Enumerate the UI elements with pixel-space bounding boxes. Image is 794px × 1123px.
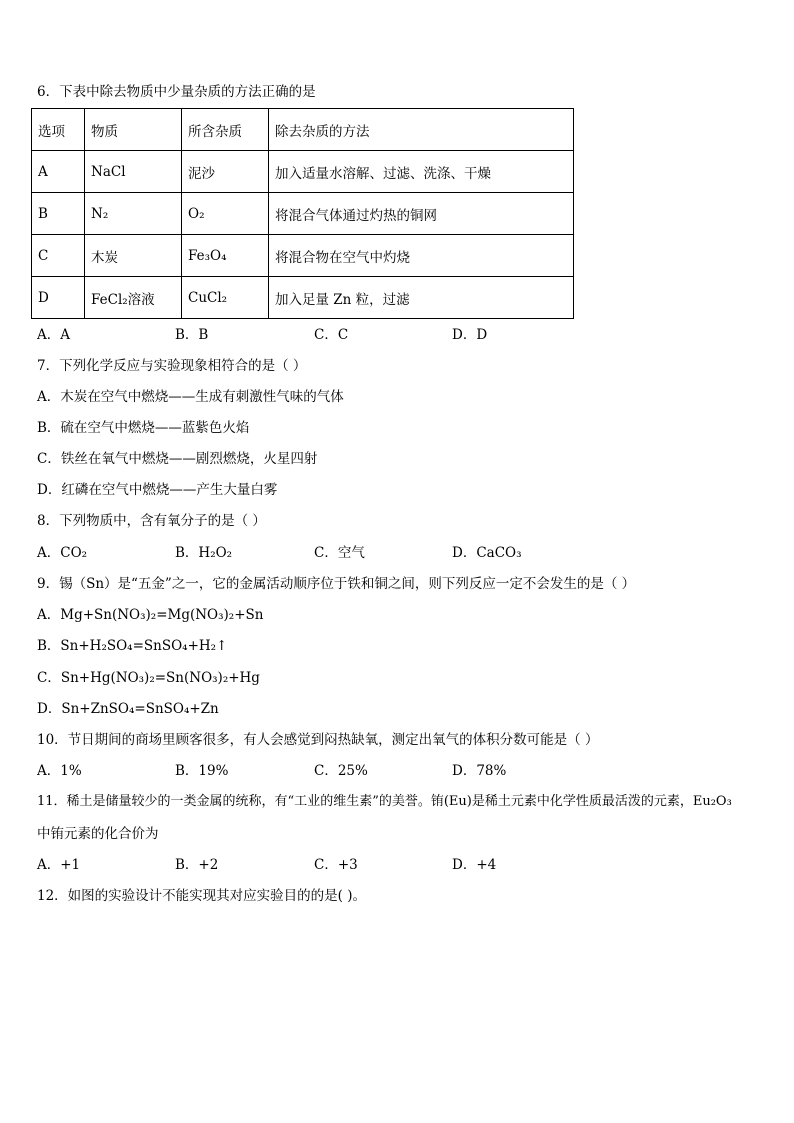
option-c[interactable]: C．25% <box>314 763 368 779</box>
option-d[interactable]: D．CaCO₃ <box>452 545 522 561</box>
q6-table <box>31 108 574 319</box>
q8-stem: 8．下列物质中，含有氧分子的是（ ） <box>37 513 266 529</box>
table-row <box>32 151 574 193</box>
q7-option-b[interactable]: B．硫在空气中燃烧——蓝紫色火焰 <box>37 420 250 436</box>
q9-option-d[interactable]: D．Sn+ZnSO₄=SnSO₄+Zn <box>37 701 219 717</box>
table-cell: N₂ <box>85 193 182 235</box>
option-b[interactable]: B．19% <box>175 763 229 779</box>
table-cell: C <box>32 235 85 277</box>
q11-stem-line1: 11．稀土是储量较少的一类金属的统称，有“工业的维生素”的美誉。铕(Eu)是稀土元素中化学性质最活泼的元素，Eu₂O₃ <box>37 794 732 809</box>
q7-stem: 7．下列化学反应与实验现象相符合的是（ ） <box>37 358 307 374</box>
table-cell: CuCl₂ <box>182 277 269 319</box>
option-b[interactable]: B．+2 <box>175 857 219 873</box>
table-cell: O₂ <box>182 193 269 235</box>
table-cell: B <box>32 193 85 235</box>
table-header-cell: 物质 <box>85 109 182 151</box>
table-cell: NaCl <box>85 151 182 193</box>
q12-stem: 12．如图的实验设计不能实现其对应实验目的的是( )。 <box>37 888 367 904</box>
table-cell: 将混合气体通过灼热的铜网 <box>269 193 574 235</box>
table-header-cell: 选项 <box>32 109 85 151</box>
table-cell: 加入足量 Zn 粒，过滤 <box>269 277 574 319</box>
q10-stem: 10．节日期间的商场里顾客很多，有人会感觉到闷热缺氧，测定出氧气的体积分数可能是（ ） <box>37 732 599 748</box>
q7-option-c[interactable]: C．铁丝在氧气中燃烧——剧烈燃烧，火星四射 <box>37 451 318 467</box>
option-b[interactable]: B．H₂O₂ <box>175 545 233 561</box>
q6-stem: 6．下表中除去物质中少量杂质的方法正确的是 <box>37 84 316 100</box>
table-cell: FeCl₂溶液 <box>85 277 182 319</box>
table-cell: 木炭 <box>85 235 182 277</box>
table-cell: 加入适量水溶解、过滤、洗涤、干燥 <box>269 151 574 193</box>
q9-option-a[interactable]: A．Mg+Sn(NO₃)₂=Mg(NO₃)₂+Sn <box>37 607 264 623</box>
table-cell: 将混合物在空气中灼烧 <box>269 235 574 277</box>
option-a[interactable]: A．1% <box>37 763 82 779</box>
option-c[interactable]: C．空气 <box>314 545 365 561</box>
table-cell: A <box>32 151 85 193</box>
option-a[interactable]: A．A <box>37 327 70 343</box>
option-b[interactable]: B．B <box>175 327 209 343</box>
q9-option-c[interactable]: C．Sn+Hg(NO₃)₂=Sn(NO₃)₂+Hg <box>37 670 260 686</box>
table-header-cell: 除去杂质的方法 <box>269 109 574 151</box>
table-row <box>32 193 574 235</box>
table-cell: D <box>32 277 85 319</box>
option-a[interactable]: A．CO₂ <box>37 545 88 561</box>
q7-option-d[interactable]: D．红磷在空气中燃烧——产生大量白雾 <box>37 482 278 498</box>
option-a[interactable]: A．+1 <box>37 857 81 873</box>
option-d[interactable]: D．+4 <box>452 857 497 873</box>
table-row <box>32 235 574 277</box>
q11-stem-line2: 中铕元素的化合价为 <box>37 826 159 842</box>
table-cell: 泥沙 <box>182 151 269 193</box>
option-d[interactable]: D．D <box>452 327 488 343</box>
table-row <box>32 277 574 319</box>
q7-option-a[interactable]: A．木炭在空气中燃烧——生成有刺激性气味的气体 <box>37 389 344 405</box>
option-d[interactable]: D．78% <box>452 763 507 779</box>
table-cell: Fe₃O₄ <box>182 235 269 277</box>
option-c[interactable]: C．+3 <box>314 857 358 873</box>
table-header-cell: 所含杂质 <box>182 109 269 151</box>
q9-option-b[interactable]: B．Sn+H₂SO₄=SnSO₄+H₂↑ <box>37 638 228 654</box>
table-header-row <box>32 109 574 151</box>
q9-stem: 9．锡（Sn）是“五金”之一，它的金属活动顺序位于铁和铜之间，则下列反应一定不会发生的是（ ） <box>37 576 636 592</box>
option-c[interactable]: C．C <box>314 327 349 343</box>
